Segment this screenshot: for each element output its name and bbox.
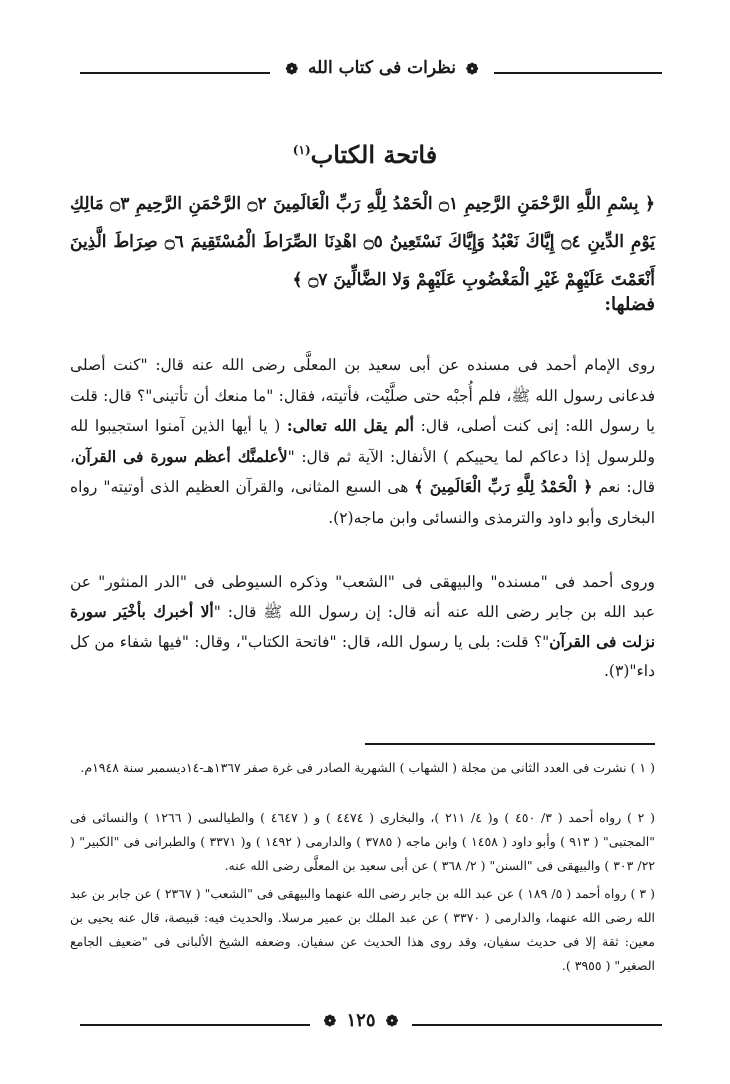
para-text: ( يا أيها الذين آمنوا استجيبوا لله وللرسول إذا دعاكم لما يحييكم ) الأنفال: الآية ثم قال: " xyxy=(70,417,655,466)
para-text: روى الإمام أحمد فى مسنده عن أبى سعيد بن المعلَّى رضى الله عنه قال: "كنت أصلى فدعانى رسول الله ﷺ، فلم أُجبْه حتى صلَّيْت، فأتيته، فقال: "ما منعك أن تأتينى"؟ قال: قلت يا رسول الله: إنى كنت أصلى، قال: xyxy=(70,356,656,435)
footnote-2: ( ٢ ) رواه أحمد ( ٣/ ٤٥٠ ) و( ٤/ ٢١١ )، والبخارى ( ٤٤٧٤ ) و ( ٤٦٤٧ ) والطيالسى ( ١٢٦٦ ) والنسائى فى "المجتبى" ( ٩١٣ ) وأبو داود ( ١٤٥٨ ) وابن ماجه ( ٣٧٨٥ ) والدارمى ( ١٤٩٢ ) و( ٣٣٧١ ) والطبرانى فى "الكبير" ( ٢٢/ ٣٠٣ ) والبيهقى فى "السنن" ( ٢/ ٣٦٨ ) عن أبى سعيد بن المعلَّى رضى الله عنه. xyxy=(70,810,656,873)
chapter-heading xyxy=(70,140,660,169)
heading-footnote-marker: (١) xyxy=(292,143,311,157)
page-number-block xyxy=(310,1010,412,1031)
header-rule-right xyxy=(494,72,662,74)
para-emphasis: ألم يقل الله تعالى: xyxy=(286,416,414,435)
paragraph-virtues-1 xyxy=(70,350,655,533)
section-subheading: فضلها: xyxy=(604,294,655,315)
footnote-3: ( ٣ ) رواه أحمد ( ٥/ ١٨٩ ) عن عبد الله بن جابر رضى الله عنهما والبيهقى فى "الشعب" ( ٢٣٦٧ ) عن جابر بن عبد الله رضى الله عنهما، والدارمى ( ٣٣٧٠ ) عن عبد الملك بن عمير مرسلا. والحديث فيه: قبيصة، قال عنه يحيى بن معين: ثقة إلا فى حديث سفيان، وقد روى هذا الحديث عن سفيان. وضعفه الشيخ الألبانى فى "ضعيف الجامع الصغير" ( ٣٩٥٥ ). xyxy=(70,886,656,973)
running-title-text: نظرات فى كتاب الله xyxy=(308,58,456,78)
page-footer xyxy=(80,1010,662,1040)
chapter-title: فاتحة الكتاب xyxy=(310,140,438,169)
para-emphasis: ﴿ الْحَمْدُ لِلَّهِ رَبِّ الْعَالَمِينَ ﴾ xyxy=(414,477,593,496)
para-text: هى السبع المثانى، والقرآن العظيم الذى أوتيته" رواه البخارى وأبو داود والترمذى والنسائى وابن ماجه(٢). xyxy=(70,478,655,527)
para-emphasis: ألا أخبرك بأخْيَر سورة نزلت فى القرآن xyxy=(70,602,656,651)
flower-ornament-icon: ❁ xyxy=(385,1012,399,1030)
footer-rule-right xyxy=(412,1024,662,1026)
para-text: "؟ قلت: بلى يا رسول الله، قال: "فاتحة الكتاب"، وقال: "فيها شفاء من كل داء"(٣). xyxy=(70,633,655,680)
running-title xyxy=(270,58,494,78)
flower-ornament-icon: ❁ xyxy=(465,59,479,78)
para-emphasis: لأعلمنَّك أعظم سورة فى القرآن xyxy=(75,446,288,466)
running-header xyxy=(80,56,662,86)
header-rule-left xyxy=(80,72,270,74)
flower-ornament-icon: ❁ xyxy=(323,1012,337,1030)
footer-rule-left xyxy=(80,1024,310,1026)
para-text: ، قال: نعم xyxy=(70,447,655,496)
footnote-separator xyxy=(365,743,655,745)
footnote-1: ( ١ ) نشرت فى العدد الثانى من مجلة ( الشهاب ) الشهرية الصادر فى غرة صفر ١٣٦٧هـ-١٤ديسمبر سنة ١٩٤٨م. xyxy=(80,760,655,775)
flower-ornament-icon: ❁ xyxy=(285,59,299,78)
page-number: ١٢٥ xyxy=(346,1010,376,1031)
para-text: وروى أحمد فى "مسنده" والبيهقى فى "الشعب" وذكره السيوطى فى "الدر المنثور" عن عبد الله بن جابر رضى الله عنه أنه قال: إن رسول الله ﷺ قال: " xyxy=(70,573,655,621)
paragraph-virtues-2 xyxy=(70,568,655,686)
quran-verses: ﴿ بِسْمِ اللَّهِ الرَّحْمَنِ الرَّحِيمِ ۝١ الْحَمْدُ لِلَّهِ رَبِّ الْعَالَمِينَ ۝٢ الرَّحْمَنِ الرَّحِيمِ ۝٣ مَالِكِ يَوْمِ الدِّينِ ۝٤ إِيَّاكَ نَعْبُدُ وَإِيَّاكَ نَسْتَعِينُ ۝٥ اهْدِنَا الصِّرَاطَ الْمُسْتَقِيمَ ۝٦ صِرَاطَ الَّذِينَ أَنْعَمْتَ عَلَيْهِمْ غَيْرِ الْمَغْضُوبِ عَلَيْهِمْ وَلا الضَّالِّينَ ۝٧ ﴾ xyxy=(70,194,655,290)
